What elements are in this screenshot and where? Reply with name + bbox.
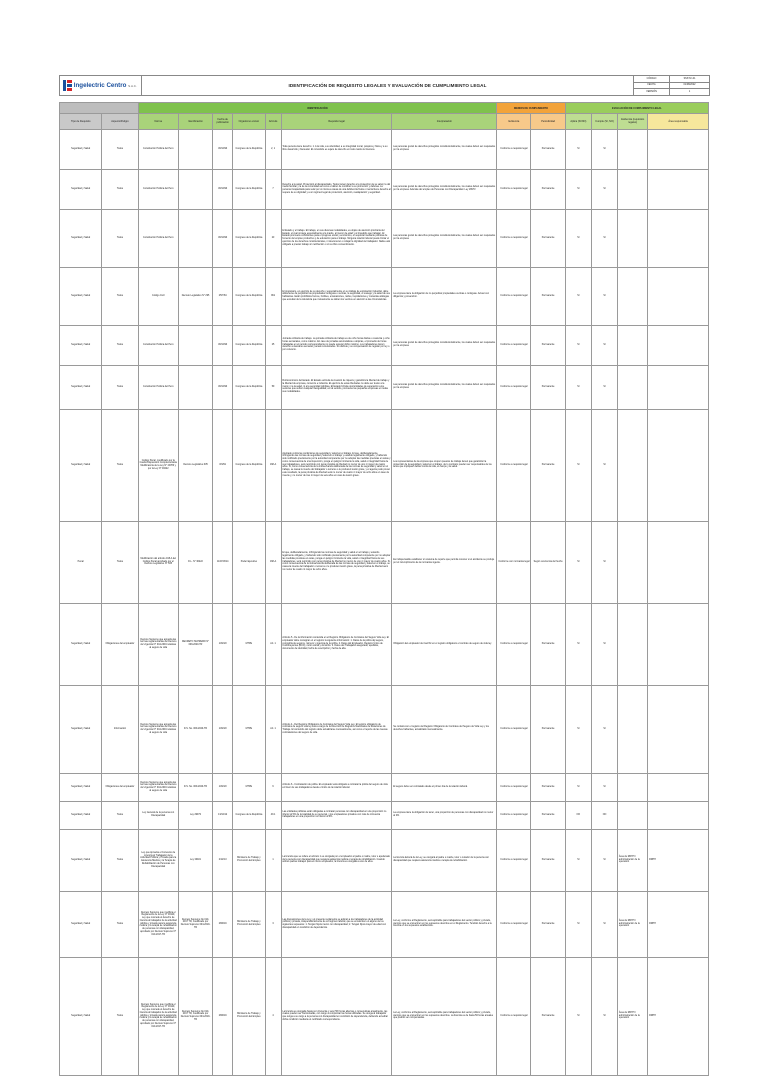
cell-cumple: SI [591,957,617,1075]
cell-organismo: Poder Ejecutivo [233,521,265,603]
company-suffix: S.A.C. [128,83,137,88]
group-cumplimiento: MEDIOS DE CUMPLIMIENTO [497,103,566,114]
cell-identificacion [178,365,212,409]
cell-tipo: Seguridad y Salud [60,957,102,1075]
cell-area: RRHH [648,957,709,1075]
company-name: Ingelectric Centro [73,81,127,89]
cell-organismo: MTPE [233,685,265,773]
cell-evidencia-legal [618,603,648,685]
cell-requisito: Toda persona tiene derecho: 1. A la vida, a su identidad, a su integridad moral, psíquica y física y a su libre desarrollo y bienestar. El concebido es sujeto de derecho en todo cuanto le favorece. [281,129,392,169]
cell-requisito: Derecho a la salud. Protección al discapacitado. Todos tienen derecho a la protección de su salud, la del medio familiar y la de la comunidad así como el deber de contribuir a su promoción y defensa. La persona incapacitada para velar por sí misma a causa de una deficiencia física o mental tiene derecho al respeto de su dignidad y a un régimen legal de protección, atención, readaptación y seguridad. [281,169,392,209]
cell-identificacion: DECRETO SUPREMO N° 009-2020-TR [178,603,212,685]
cell-tipo: Seguridad y Salud [60,801,102,829]
cell-aplica: SI [565,829,591,891]
cell-area [648,409,709,521]
cell-identificacion: Decreto Legislativo 635 [178,409,212,521]
column-header: Interpretación [392,114,497,129]
cell-norma: Constitución Política del Perú [138,169,178,209]
cell-articulo: 2, 1 [265,129,281,169]
cell-evidencia: Conforme con normativa legal [497,521,531,603]
cell-tipo: Seguridad y Salud [60,267,102,325]
cell-requisito: La licencia es otorgada hasta por cincuenta y seis (56) horas alternas o consecutivas anualmente, las cuales pueden ser fraccionadas, con cargo a compensar las horas utilizadas. Se otorga al trabajador que tenga a su cargo a la persona con discapacidad en condición de dependencia, debiendo acreditar dicha condición mediante el certificado correspondiente. [281,957,392,1075]
cell-cumple: SI [591,129,617,169]
cell-interpretacion: La Ley, conforme al Reglamento, será aplicable para trabajadores del sector público y privado, siempre que se encuentren en los supuestos descritos en el Reglamento. Tendrán derecho a la licencia en los supuestos establecidos. [392,891,497,957]
cell-norma: Constitución Política del Perú [138,209,178,267]
cell-identificacion: Decreto Supremo No 013-2017 TR, modificado por Decreto Supremo 004-2019-TR [178,957,212,1075]
cell-aplica: SI [565,129,591,169]
meta-key: FECHA [634,82,670,89]
cell-articulo: Art. 1 [265,603,281,685]
cell-evidencia-legal: Área de RRHH / administración de la operación [618,829,648,891]
cell-cumple: SI [591,773,617,801]
cell-fecha: 30/12/93 [213,129,233,169]
cell-area [648,521,709,603]
cell-interpretacion: Las personas gozan de derechos protegidos constitucionalmente, los cuales deben ser respetados por la empresa [392,325,497,365]
cell-fecha: 2/12/13 [213,829,233,891]
cell-requisito: Atentado contra las condiciones de seguridad y salud en el trabajo. El que, deliberadamente, infringiendo las normas de seguridad y salud en el trabajo y estando legalmente obligado, y habiendo sido notificado previamente por la autoridad competente por no adoptar las medidas previstas en éstas y como consecuencia de una inspección, ponga en peligro inminente la vida, salud o integridad física de sus trabajadores, será reprimido con pena privativa de libertad no menor de uno ni mayor de cuatro años. Si, como consecuencia de la inobservancia deliberada de las normas de seguridad y salud en el trabajo, se causa la muerte del trabajador o terceros o le producen lesión grave, y el agente pudo prever este resultado, la pena privativa de libertad será no menor de cuatro ni mayor de ocho años en caso de muerte y, no menor de tres ni mayor de seis años en caso de lesión grave. [281,409,392,521]
cell-periodicidad: Permanente [531,829,565,891]
cell-organismo: Congreso de la República [233,325,265,365]
cell-norma: Constitución Política del Perú [138,129,178,169]
column-header: Aplica (SI/NO) [565,114,591,129]
requirements-table [59,102,709,1075]
cell-cumple: SI [591,891,617,957]
cell-fecha: 30/12/93 [213,325,233,365]
cell-tipo: Seguridad y Salud [60,209,102,267]
cell-fecha: 13/12/12 [213,801,233,829]
cell-aplica: SI [565,603,591,685]
cell-area [648,267,709,325]
cell-fecha: 25/7/84 [213,267,233,325]
cell-evidencia: Conforme a requisito legal [497,129,531,169]
cell-identificacion: D.L. N° 30222 [178,521,212,603]
cell-evidencia-legal: Área de RRHH / administración de la operación [618,891,648,957]
cell-evidencia: Conforme a requisito legal [497,267,531,325]
group-identificacion: IDENTIFICACIÓN [138,103,497,114]
cell-norma: Ley General de la persona con Discapacidad [138,801,178,829]
meta-value: SSST-F-01 [670,76,710,83]
cell-interpretacion: La Ley, conforme al Reglamento, será aplicable para trabajadores del sector público y privado, siempre que se encuentren en los supuestos descritos. La licencia es de hasta 56 horas anuales que podrán ser compensadas. [392,957,497,1075]
cell-norma: Ley que Aprueba el Convenio de Licencia al Trabajador de la Actividad Pública y Privada para la Asistencia Médica y la Terapia de Rehabilitación de Personas con Discapacidad [138,829,178,891]
cell-identificacion: D.S. No. 009-2020-TR [178,773,212,801]
cell-aspecto: Todos [102,209,138,267]
cell-aplica: SI [565,521,591,603]
cell-fecha: 13/2/20 [213,773,233,801]
cell-evidencia-legal [618,325,648,365]
cell-organismo: Congreso de la República [233,129,265,169]
cell-fecha: 13/2/20 [213,685,233,773]
table-row [60,209,709,267]
cell-norma: Decreto Supremo que modifica el Reglamento de la Ley N° 30119, Ley que concede el derecho de licencia al trabajador de la actividad pública y privada para la asistencia médica y la terapia de rehabilitación de personas con discapacidad, aprobado por Decreto Supremo N° 013-2017-TR [138,957,178,1075]
cell-fecha: 28/9/19 [213,891,233,957]
cell-norma: Constitución Política del Perú [138,325,178,365]
cell-evidencia: Conforme a requisito legal [497,957,531,1075]
cell-identificacion: Ley 29973 [178,801,212,829]
table-row [60,365,709,409]
table-body [60,129,709,1075]
cell-aspecto: Todos [102,267,138,325]
column-header: Artículo [265,114,281,129]
header-table [59,75,710,96]
cell-tipo: Seguridad y Salud [60,773,102,801]
column-header: Periodicidad [531,114,565,129]
cell-area: RRHH [648,891,709,957]
cell-aspecto: Todos [102,891,138,957]
cell-requisito: Las entidades públicas están obligadas a contratar personas con discapacidad en una proporción no inferior al 5% de la totalidad de su personal, y los empleadores privados con más de cincuenta trabajadores en una proporción no inferior al 3%. [281,801,392,829]
cell-organismo: Ministerio de Trabajo y Promoción del Empleo [233,829,265,891]
table-row [60,891,709,957]
cell-tipo: Seguridad y Salud [60,325,102,365]
cell-evidencia-legal: Área de RRHH / administración de la operación [618,957,648,1075]
cell-cumple: SI [591,603,617,685]
cell-area: RRHH [648,829,709,891]
cell-cumple: SI [591,267,617,325]
cell-requisito: Rol Económico del Estado. El Estado estimula la creación de riqueza y garantiza la libertad de trabajo y la libertad de empresa, comercio e industria. El ejercicio de estas libertades no debe ser lesivo a la moral, ni a la salud, ni a la seguridad públicas. El Estado brinda oportunidades de superación a los sectores que sufren cualquier desigualdad; en tal sentido, promueve las pequeñas empresas en todas sus modalidades. [281,365,392,409]
cell-identificacion: Decreto Supremo No 013-2017 TR, modificado por Decreto Supremo 004-2019-TR [178,891,212,957]
cell-organismo: Congreso de la República [233,409,265,521]
cell-tipo: Seguridad y Salud [60,169,102,209]
cell-area [648,603,709,685]
cell-norma: Modificación del artículo 168-A del Código Penal aprobado por el Decreto Legislativo N° 635 [138,521,178,603]
cell-interpretacion: Es indispensable establecer un sistema de reporte que permita conocer si el accidente se produjo por el incumplimiento de la normativa vigente. [392,521,497,603]
table-row [60,829,709,891]
table-row [60,773,709,801]
cell-evidencia-legal [618,169,648,209]
cell-identificacion: Ley 30119 [178,829,212,891]
table-row [60,129,709,169]
cell-requisito: La licencia que se refiere el artículo 1 es otorgada por el empleador al padre o madre, tutor o apoderado de la persona con discapacidad que requiera asistencia médica o terapia de rehabilitación. Cuando ambos padres trabajen para el mismo empleador, la licencia es otorgada a uno de ellos. [281,829,392,891]
cell-evidencia-legal [618,521,648,603]
cell-articulo: 1 [265,829,281,891]
cell-requisito: El propietario, en ejercicio de su derecho y especialmente en su trabajo de explotación industrial, debe abstenerse de perjudicar las propiedades contiguas o vecinas, la seguridad, el sosiego y la salud de sus habitantes. Están prohibidos humos, hollines, emanaciones, ruidos, trepidaciones y molestias análogas que excedan de la tolerancia que mutuamente se deben los vecinos en atención a las circunstancias. [281,267,392,325]
meta-value: 01/08/2022 [670,82,710,89]
cell-area [648,169,709,209]
cell-norma: Decreto Supremo que aprueba las normas reglamentarias del Decreto de Urgencia N° 044-2019 relativas al seguro de vida [138,685,178,773]
cell-articulo: Art. 1 [265,685,281,773]
column-header: Evidencia [497,114,531,129]
cell-articulo: 59 [265,365,281,409]
cell-evidencia-legal [618,129,648,169]
cell-tipo: Seguridad y Salud [60,891,102,957]
table-row [60,325,709,365]
cell-evidencia: Conforme a requisito legal [497,209,531,267]
group-evaluacion: EVALUACIÓN DE CUMPLIMIENTO LEGAL [565,103,708,114]
cell-interpretacion: La empresa tiene la obligación de tener, una proporción de personas con discapacidad no menor al 3%. [392,801,497,829]
cell-periodicidad: Permanente [531,773,565,801]
table-row [60,801,709,829]
cell-articulo: 168-A [265,409,281,521]
cell-cumple: SI [591,829,617,891]
meta-value: 1 [670,89,710,96]
cell-articulo: 4 [265,957,281,1075]
cell-area [648,325,709,365]
cell-evidencia-legal [618,801,648,829]
cell-identificacion [178,209,212,267]
cell-periodicidad: Permanente [531,325,565,365]
cell-interpretacion: Obligación del empleador de inscribir en el registro obligatorio el contrato de seguro de vida ley. [392,603,497,685]
cell-periodicidad: Permanente [531,365,565,409]
cell-norma: Decreto Supremo que aprueba las normas reglamentarias del Decreto de Urgencia N° 044-2019 relativas al seguro de vida [138,603,178,685]
cell-evidencia: Conforme a requisito legal [497,325,531,365]
cell-evidencia-legal [618,365,648,409]
cell-tipo: Penal [60,521,102,603]
column-header: Requisito legal [281,114,392,129]
cell-aspecto: Información [102,685,138,773]
cell-aspecto: Todos [102,129,138,169]
cell-periodicidad: Según ocurrencia del hecho [531,521,565,603]
cell-area [648,365,709,409]
cell-evidencia: Conforme a requisito legal [497,773,531,801]
column-header: Norma [138,114,178,129]
cell-organismo: Congreso de la República [233,209,265,267]
cell-norma: Constitución Política del Perú [138,365,178,409]
cell-organismo: Congreso de la República [233,801,265,829]
meta-key: VERSIÓN [634,89,670,96]
cell-fecha: 30/12/93 [213,365,233,409]
cell-fecha: 28/9/19 [213,957,233,1075]
cell-interpretacion: Los representantes de la empresa que ocupen puestos de trabajo tienen que garantizar la protección de la seguridad y salud en el trabajo, de lo contrario pueden ser responsables de los actos que impliquen delitos contra la vida, el cuerpo y la salud. [392,409,497,521]
cell-evidencia: Conforme a requisito legal [497,891,531,957]
column-header: Aspecto/Peligro [102,114,138,129]
cell-evidencia: Conforme a requisito legal [497,603,531,685]
cell-articulo: 25 [265,325,281,365]
cell-aspecto: Todos [102,325,138,365]
cell-evidencia: Conforme a requisito legal [497,801,531,829]
cell-aspecto: Todos [102,829,138,891]
cell-cumple: NO [591,801,617,829]
cell-identificacion [178,129,212,169]
cell-interpretacion: Las personas gozan de derechos protegidos constitucionalmente, los cuales deben ser respetados por la empresa [392,129,497,169]
cell-articulo: 6 [265,773,281,801]
cell-cumple: SI [591,209,617,267]
cell-interpretacion: Las personas gozan de derechos protegidos constitucionalmente, los cuales deben ser respetados por la empresa. Además del empleo de Personas con Discapacidad. Ley 29973 [392,169,497,209]
cell-interpretacion: Las personas gozan de derechos protegidos constitucionalmente, los cuales deben ser respetados por la empresa [392,209,497,267]
cell-area [648,129,709,169]
cell-aspecto: Obligaciones del empleador [102,603,138,685]
cell-fecha: 8/4/91 [213,409,233,521]
cell-cumple: SI [591,325,617,365]
cell-interpretacion: La licencia deberá de la Ley, se otorgará al padre o madre, tutor o curador de la persona con discapacidad que requiera asistencia médica o terapia de rehabilitación. [392,829,497,891]
group-blank [60,103,139,114]
document-title: IDENTIFICACIÓN DE REQUISITO LEGALES Y EVALUACIÓN DE CUMPLIMIENTO LEGAL [142,76,634,96]
cell-evidencia-legal [618,409,648,521]
cell-aspecto: Todos [102,365,138,409]
cell-organismo: MTPE [233,773,265,801]
meta-key: CÓDIGO [634,76,670,83]
cell-identificacion: D.S. No. 009-2020-TR [178,685,212,773]
cell-interpretacion: El seguro debe ser contratado desde el primer día de la relación laboral. [392,773,497,801]
cell-area [648,209,709,267]
cell-tipo: Seguridad y Salud [60,129,102,169]
cell-aplica: SI [565,209,591,267]
cell-norma: Decreto Supremo que modifica el Reglamento de la Ley N° 30119, Ley que concede el derecho de licencia al trabajador de la actividad pública y privada para la asistencia médica y la terapia de rehabilitación de personas con discapacidad, aprobado por Decreto Supremo N° 013-2017-TR [138,891,178,957]
cell-organismo: Ministerio de Trabajo y Promoción del Empleo [233,891,265,957]
cell-tipo: Seguridad y Salud [60,829,102,891]
cell-periodicidad: Permanente [531,891,565,957]
cell-periodicidad: Permanente [531,267,565,325]
table-row [60,957,709,1075]
cell-requisito: El Estado y el trabajo. El trabajo, en sus diversas modalidades, es objeto de atención prioritaria del Estado, el cual protege especialmente a la madre, al menor de edad y al impedido que trabajan. El Estado promueve condiciones para el progreso social y económico, en especial mediante políticas de fomento del empleo productivo y de educación para el trabajo. Ninguna relación laboral puede limitar el ejercicio de los derechos constitucionales, ni desconocer o rebajar la dignidad del trabajador. Nadie está obligado a prestar trabajo sin retribución o sin su libre consentimiento. [281,209,392,267]
cell-evidencia: Conforme a requisito legal [497,829,531,891]
cell-aplica: SI [565,325,591,365]
cell-tipo: Seguridad y Salud [60,409,102,521]
cell-evidencia-legal [618,209,648,267]
cell-requisito: Artículo 5.- De la información contenida en el Registro Obligatorio de Contratos del Seguro Vida Ley. El empleador debe consignar en el registro la siguiente información: 1. Datos de la póliza del seguro, compañía de seguros, número y vigencia de la póliza. 2. Datos del Empleador, Registro Único de Contribuyentes (RUC), razón social y domicilio. 3. Datos del Trabajador asegurado, apellidos, documento de identidad, fecha de suscripción y fecha de alta. [281,603,392,685]
cell-cumple: SI [591,409,617,521]
cell-organismo: MTPE [233,603,265,685]
cell-interpretacion: Las personas gozan de derechos protegidos constitucionalmente, los cuales deben ser respetados por la empresa [392,365,497,409]
cell-tipo: Seguridad y Salud [60,603,102,685]
column-header: Organismo emisor [233,114,265,129]
cell-aplica: SI [565,957,591,1075]
cell-aspecto: Todos [102,409,138,521]
cell-articulo: 3 [265,891,281,957]
cell-fecha: 30/12/93 [213,169,233,209]
cell-periodicidad: Permanente [531,685,565,773]
cell-aplica: SI [565,169,591,209]
cell-evidencia: Conforme a requisito legal [497,169,531,209]
cell-periodicidad: Permanente [531,129,565,169]
column-header: Tipo de Requisito [60,114,102,129]
cell-interpretacion: Se contará con el registro del Registro Obligatorio de Contratos del Seguro de Vida Ley y los derechos habientes, actualizado mensualmente. [392,685,497,773]
cell-requisito: Jornada ordinaria de trabajo. La jornada ordinaria de trabajo es de ocho horas diarias o cuarenta y ocho horas semanales, como máximo. En caso de jornadas acumulativas o atípicas, el promedio de horas trabajadas en el período correspondiente no puede superar dicho máximo. Los trabajadores tienen derecho a descanso semanal y anual remunerados. Su disfrute y su compensación se regulan por ley o por convenio. [281,325,392,365]
cell-cumple: SI [591,685,617,773]
cell-identificacion [178,169,212,209]
cell-articulo: 7 [265,169,281,209]
cell-articulo: 168-A [265,521,281,603]
cell-aplica: SI [565,365,591,409]
cell-aspecto: Todos [102,801,138,829]
table-row [60,521,709,603]
company-logo [60,76,142,96]
cell-area [648,773,709,801]
cell-norma: Decreto Supremo que aprueba las normas reglamentarias del Decreto de Urgencia N° 044-2019 relativas al seguro de vida [138,773,178,801]
cell-aspecto: Todos [102,169,138,209]
cell-cumple: SI [591,169,617,209]
cell-evidencia-legal [618,685,648,773]
cell-interpretacion: La empresa tiene la obligación de no perjudicar propiedades vecinas o contiguas. Actuar con diligencia y prevención. [392,267,497,325]
cell-area [648,801,709,829]
cell-requisito: El que, deliberadamente, infringiendo las normas de seguridad y salud en el trabajo y estando legalmente obligado, y habiendo sido notificado previamente por la autoridad competente por no adoptar las medidas previstas en éstas, ponga en peligro inminente la vida, salud o integridad física de sus trabajadores, será reprimido con pena privativa de libertad no menor de uno ni mayor de cuatro años. Si, como consecuencia de la inobservancia deliberada de las normas de seguridad y salud en el trabajo, se causa la muerte del trabajador o terceros o le producen lesión grave, la pena privativa de libertad será no menor de cuatro ni mayor de ocho años. [281,521,392,603]
cell-articulo: 49.1 [265,801,281,829]
table-row [60,603,709,685]
table-row [60,267,709,325]
cell-articulo: 23 [265,209,281,267]
cell-aplica: SI [565,685,591,773]
cell-identificacion [178,325,212,365]
cell-evidencia: Conforme a requisito legal [497,409,531,521]
cell-fecha: 11/07/2014 [213,521,233,603]
cell-aspecto: Todos [102,957,138,1075]
column-header: Evidencia (requisitos legales) [618,114,648,129]
cell-periodicidad: Permanente [531,603,565,685]
cell-periodicidad: Permanente [531,957,565,1075]
cell-evidencia-legal [618,773,648,801]
cell-periodicidad: Permanente [531,801,565,829]
column-headers [60,114,709,129]
cell-fecha: 30/12/93 [213,209,233,267]
column-header: Identificación [178,114,212,129]
cell-aplica: NO [565,801,591,829]
cell-evidencia: Conforme a requisito legal [497,685,531,773]
cell-identificacion: Decreto Legislativo N° 295 [178,267,212,325]
column-header: Fecha de publicación [213,114,233,129]
cell-aspecto: Obligaciones del empleador [102,773,138,801]
cell-norma: Código Civil [138,267,178,325]
cell-organismo: Congreso de la República [233,169,265,209]
table-row [60,685,709,773]
cell-tipo: Seguridad y Salud [60,365,102,409]
column-header: Cumple (SI, NO) [591,114,617,129]
cell-fecha: 13/2/20 [213,603,233,685]
cell-evidencia-legal [618,267,648,325]
cell-aplica: SI [565,267,591,325]
cell-requisito: Las disposiciones de la Ley y el presente reglamento se aplican a los trabajadores de la actividad pública y privada, independientemente de su régimen laboral, que se encuentren en alguno de los siguientes supuestos: 1. Tengan hijo/a menor con discapacidad; 2. Tengan hijo/a mayor de edad con discapacidad en condición de dependencia. [281,891,392,957]
cell-periodicidad: Permanente [531,409,565,521]
cell-organismo: Congreso de la República [233,267,265,325]
cell-cumple: SI [591,365,617,409]
document-page [59,75,709,1028]
cell-evidencia: Conforme a requisito legal [497,365,531,409]
cell-tipo: Seguridad y Salud [60,685,102,773]
cell-organismo: Ministerio de Trabajo y Promoción del Empleo [233,957,265,1075]
cell-aplica: SI [565,773,591,801]
cell-aplica: SI [565,891,591,957]
cell-aplica: SI [565,409,591,521]
cell-norma: Código Penal, modificado por la Cuarta Disposición Complementaria Modificatoria de la Ley N° 29783 y por la Ley N° 30222 [138,409,178,521]
table-row [60,169,709,209]
cell-area [648,685,709,773]
cell-requisito: Artículo 4.- Del Registro Obligatorio de Contratos del Seguro Vida Ley. El registro obligatorio de contratos de seguro vida ley está a cargo de la Dirección de Registros Nacionales de Relaciones de Trabajo. El contenido del registro debe actualizarse mensualmente, así como el reporte de las nuevas contrataciones del seguro de vida. [281,685,392,773]
cell-periodicidad: Permanente [531,209,565,267]
cell-cumple: SI [591,521,617,603]
table-row [60,409,709,521]
cell-articulo: 961 [265,267,281,325]
cell-requisito: Artículo 6.- Contratación de póliza. El empleador está obligado a contratar la póliza del seguro de vida en favor de sus trabajadores desde el inicio de la relación laboral. [281,773,392,801]
cell-periodicidad: Permanente [531,169,565,209]
column-header: Área responsable [648,114,709,129]
cell-aspecto: Todos [102,521,138,603]
cell-organismo: Congreso de la República [233,365,265,409]
logo-mark-icon [63,80,72,91]
